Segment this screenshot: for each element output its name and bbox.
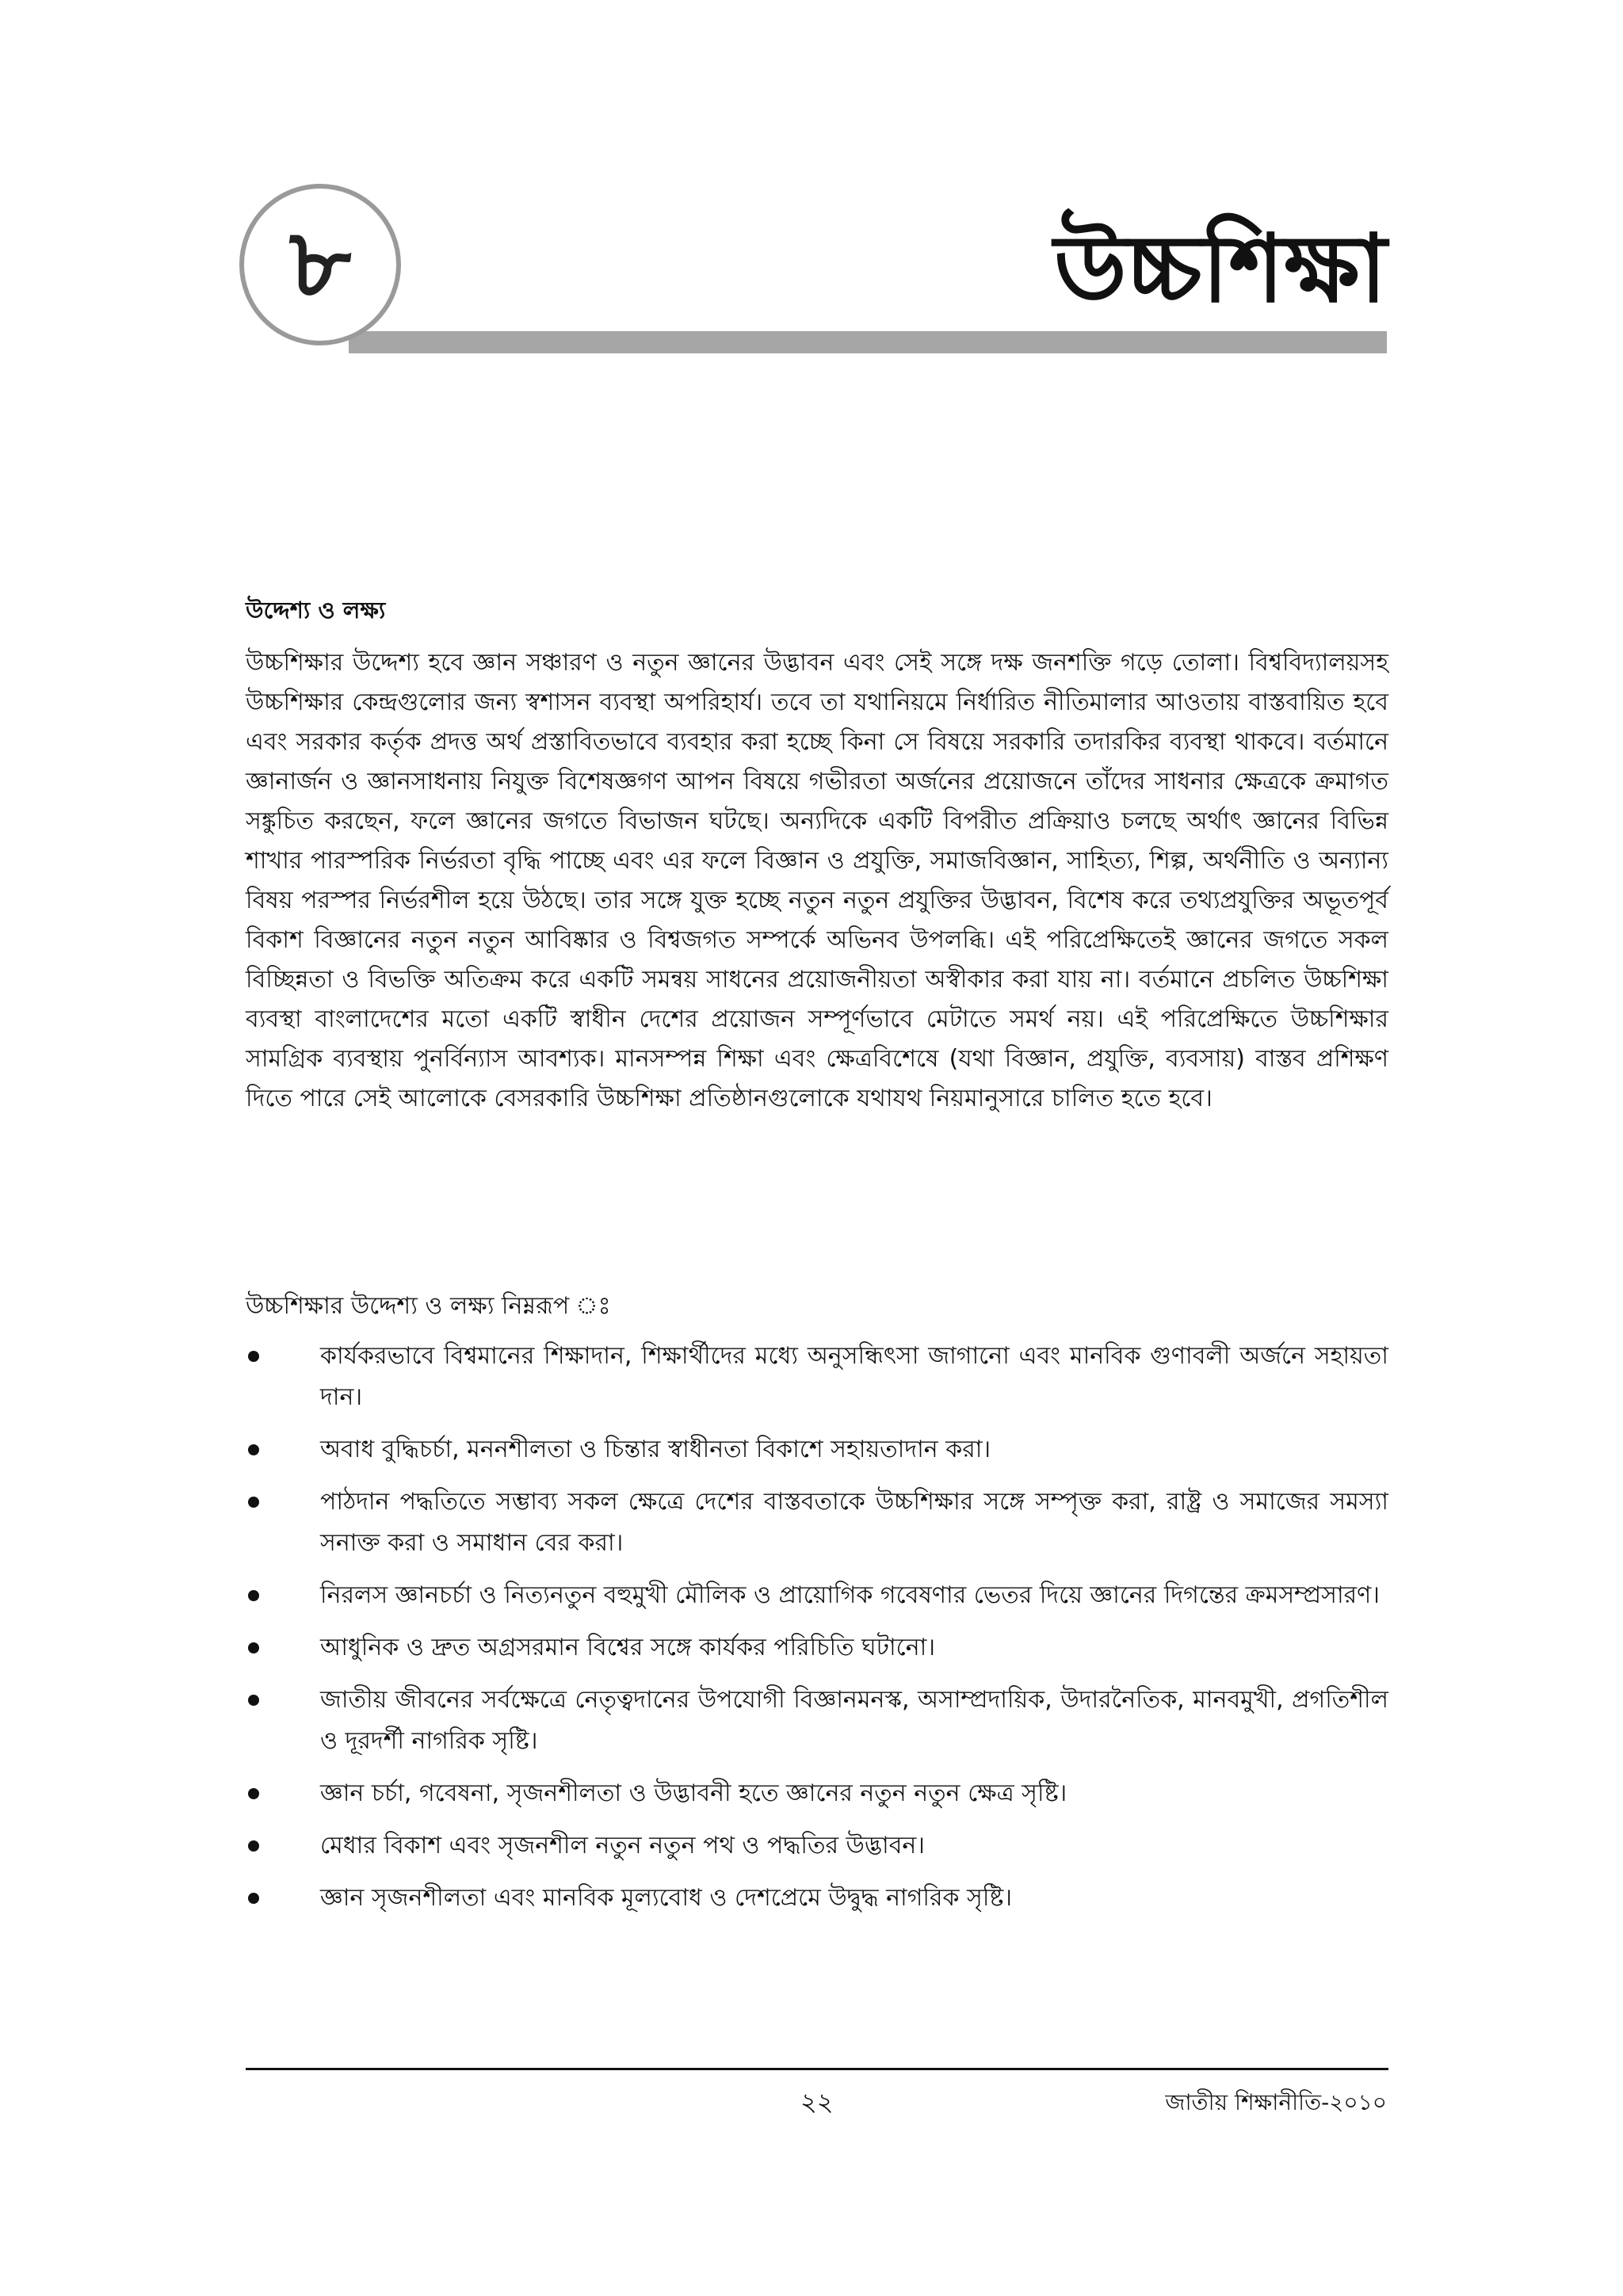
list-item-text: পাঠদান পদ্ধতিতে সম্ভাব্য সকল ক্ষেত্রে দেশের বাস্তবতাকে উচ্চশিক্ষার সঙ্গে সম্পৃক্ত করা, রাষ্ট্র ও সমাজের সমস্যা সনাক্ত করা ও সমাধান বের করা। <box>320 1488 1388 1557</box>
list-item <box>246 1336 1388 1418</box>
list-item <box>246 1680 1388 1762</box>
bullet-icon <box>248 1695 259 1706</box>
list-item-text: আধুনিক ও দ্রুত অগ্রসরমান বিশ্বের সঙ্গে কার্যকর পরিচিতি ঘটানো। <box>320 1634 936 1661</box>
page-number: ২২ <box>800 2087 834 2117</box>
footer-divider <box>246 2068 1388 2070</box>
list-item <box>246 1773 1388 1814</box>
bullet-icon <box>248 1788 259 1799</box>
bullet-icon <box>248 1840 259 1852</box>
objectives-intro: উচ্চশিক্ষার উদ্দেশ্য ও লক্ষ্য নিম্নরূপ ঃ <box>246 1292 611 1320</box>
list-item-text: জ্ঞান চর্চা, গবেষনা, সৃজনশীলতা ও উদ্ভাবনী হতে জ্ঞানের নতুন নতুন ক্ষেত্র সৃষ্টি। <box>320 1779 1067 1807</box>
list-item <box>246 1575 1388 1616</box>
chapter-number-badge <box>239 184 401 345</box>
bullet-icon <box>248 1497 259 1508</box>
list-item-text: নিরলস জ্ঞানচর্চা ও নিত্যনতুন বহুমুখী মৌলিক ও প্রায়োগিক গবেষণার ভেতর দিয়ে জ্ঞানের দিগন্তের ক্রমসম্প্রসারণ। <box>320 1581 1381 1609</box>
chapter-title: উচ্চশিক্ষা <box>1054 214 1387 323</box>
list-item <box>246 1429 1388 1470</box>
list-item-text: কার্যকরভাবে বিশ্বমানের শিক্ষাদান, শিক্ষার্থীদের মধ্যে অনুসন্ধিৎসা জাগানো এবং মানবিক গুণাবলী অর্জনে সহায়তা দান। <box>320 1342 1388 1411</box>
bullet-icon <box>248 1642 259 1653</box>
list-item-text: জ্ঞান সৃজনশীলতা এবং মানবিক মূল্যবোধ ও দেশপ্রেমে উদ্বুদ্ধ নাগরিক সৃষ্টি। <box>320 1884 1013 1912</box>
chapter-number: ৮ <box>289 209 351 319</box>
bullet-icon <box>248 1351 259 1362</box>
section-heading: উদ্দেশ্য ও লক্ষ্য <box>246 597 386 624</box>
bullet-icon <box>248 1893 259 1904</box>
bullet-icon <box>248 1444 259 1455</box>
list-item-text: মেধার বিকাশ এবং সৃজনশীল নতুন নতুন পথ ও পদ্ধতির উদ্ভাবন। <box>320 1832 926 1859</box>
chapter-title-bar <box>349 331 1387 353</box>
list-item <box>246 1482 1388 1564</box>
list-item <box>246 1825 1388 1867</box>
objectives-list <box>246 1336 1388 1930</box>
list-item <box>246 1878 1388 1919</box>
intro-paragraph: উচ্চশিক্ষার উদ্দেশ্য হবে জ্ঞান সঞ্চারণ ও নতুন জ্ঞানের উদ্ভাবন এবং সেই সঙ্গে দক্ষ জনশক্তি গড়ে তোলা। বিশ্ববিদ্যালয়সহ উচ্চশিক্ষার কেন্দ্রগুলোর জন্য স্বশাসন ব্যবস্থা অপরিহার্য। তবে তা যথানিয়মে নির্ধারিত নীতিমালার আওতায় বাস্তবায়িত হবে এবং সরকার কর্তৃক প্রদত্ত অর্থ প্রস্তাবিতভাবে ব্যবহার করা হচ্ছে কিনা সে বিষয়ে সরকারি তদারকির ব্যবস্থা থাকবে। বর্তমানে জ্ঞানার্জন ও জ্ঞানসাধনায় নিযুক্ত বিশেষজ্ঞগণ আপন বিষয়ে গভীরতা অর্জনের প্রয়োজনে তাঁদের সাধনার ক্ষেত্রকে ক্রমাগত সঙ্কুচিত করছেন, ফলে জ্ঞানের জগতে বিভাজন ঘটছে। অন্যদিকে একটি বিপরীত প্রক্রিয়াও চলছে অর্থাৎ জ্ঞানের বিভিন্ন শাখার পারস্পরিক নির্ভরতা বৃদ্ধি পাচ্ছে এবং এর ফলে বিজ্ঞান ও প্রযুক্তি, সমাজবিজ্ঞান, সাহিত্য, শিল্প, অর্থনীতি ও অন্যান্য বিষয় পরস্পর নির্ভরশীল হয়ে উঠছে। তার সঙ্গে যুক্ত হচ্ছে নতুন নতুন প্রযুক্তির উদ্ভাবন, বিশেষ করে তথ্যপ্রযুক্তির অভূতপূর্ব বিকাশ বিজ্ঞানের নতুন নতুন আবিষ্কার ও বিশ্বজগত সম্পর্কে অভিনব উপলব্ধি। এই পরিপ্রেক্ষিতেই জ্ঞানের জগতে সকল বিচ্ছিন্নতা ও বিভক্তি অতিক্রম করে একটি সমন্বয় সাধনের প্রয়োজনীয়তা অস্বীকার করা যায় না। বর্তমানে প্রচলিত উচ্চশিক্ষা ব্যবস্থা বাংলাদেশের মতো একটি স্বাধীন দেশের প্রয়োজন সম্পূর্ণভাবে মেটাতে সমর্থ নয়। এই পরিপ্রেক্ষিতে উচ্চশিক্ষার সামগ্রিক ব্যবস্থায় পুনর্বিন্যাস আবশ্যক। মানসম্পন্ন শিক্ষা এবং ক্ষেত্রবিশেষে (যথা বিজ্ঞান, প্রযুক্তি, ব্যবসায়) বাস্তব প্রশিক্ষণ দিতে পারে সেই আলোকে বেসরকারি উচ্চশিক্ষা প্রতিষ্ঠানগুলোকে যথাযথ নিয়মানুসারে চালিত হতে হবে। <box>246 649 1388 1112</box>
list-item-text: জাতীয় জীবনের সর্বক্ষেত্রে নেতৃত্বদানের উপযোগী বিজ্ঞানমনস্ক, অসাম্প্রদায়িক, উদারনৈতিক, মানবমুখী, প্রগতিশীল ও দূরদর্শী নাগরিক সৃষ্টি। <box>320 1686 1388 1755</box>
list-item-text: অবাধ বুদ্ধিচর্চা, মননশীলতা ও চিন্তার স্বাধীনতা বিকাশে সহায়তাদান করা। <box>320 1436 991 1463</box>
bullet-icon <box>248 1590 259 1601</box>
list-item <box>246 1627 1388 1669</box>
footer-document-title: জাতীয় শিক্ষানীতি-২০১০ <box>1165 2089 1387 2115</box>
